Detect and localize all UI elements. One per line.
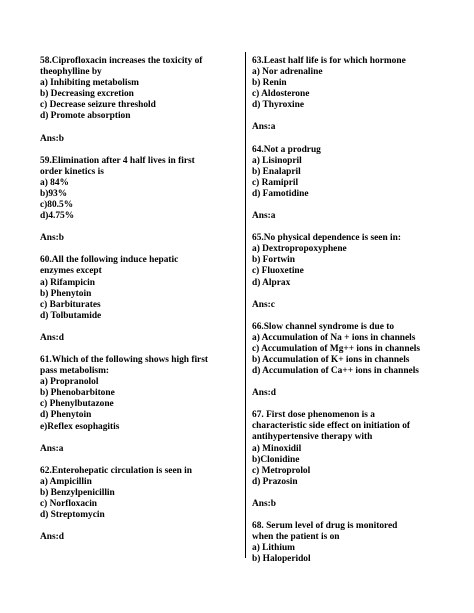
answer-option: c) Ramipril (252, 177, 299, 188)
answer-key: Ans:a (252, 211, 276, 222)
question-stem: pass metabolism: (40, 366, 110, 377)
question-stem: 58.Ciprofloxacin increases the toxicity of (40, 56, 203, 66)
question-block (252, 233, 452, 311)
answer-option: d) Thyroxine (252, 100, 305, 111)
answer-option: c)80.5% (40, 200, 74, 211)
question-stem: 65.No physical dependence is seen in: (252, 233, 401, 244)
question-gap (252, 510, 452, 521)
question-stem: 62.Enterohepatic circulation is seen in (40, 465, 192, 476)
answer-key: Ans:a (252, 122, 276, 133)
question-stem: when the patient is on (252, 532, 340, 543)
answer-option: a) Lisinopril (252, 155, 302, 166)
question-stem: 68. Serum level of drug is monitored (252, 521, 398, 531)
question-gap (40, 244, 230, 255)
answer-option: a) Inhibiting metabolism (40, 78, 139, 89)
question-gap (252, 222, 452, 233)
answer-option: d) Famotidine (252, 188, 309, 199)
answer-option: a) 84% (40, 177, 69, 188)
answer-key: Ans:d (40, 332, 64, 343)
answer-option: b) Benzylpenicillin (40, 487, 115, 498)
answer-key: Ans:d (40, 532, 64, 543)
answer-option: d) Alprax (252, 277, 291, 288)
answer-key: Ans:d (252, 388, 276, 399)
answer-option: b)Clonidine (252, 454, 300, 465)
question-stem: 64.Not a prodrug (252, 144, 321, 155)
answer-option: b) Renin (252, 78, 287, 89)
answer-option: c) Norfloxacin (40, 499, 98, 509)
answer-option: c) Accumulation of Mg++ ions in channels (252, 343, 420, 354)
answer-option: d) Accumulation of Ca++ ions in channels (252, 366, 419, 377)
answer-option: b) Haloperidol (252, 554, 311, 565)
answer-key: Ans:c (252, 299, 275, 310)
answer-option: d) Tolbutamide (40, 310, 102, 321)
answer-option: a) Accumulation of Na + ions in channels (252, 332, 416, 343)
answer-option: a) Nor adrenaline (252, 67, 323, 78)
answer-option: a) Rifampicin (40, 277, 95, 288)
answer-key: Ans:a (40, 443, 64, 454)
answer-option: c) Fluoxetine (252, 266, 304, 277)
answer-option: c) Metroprolol (252, 465, 311, 476)
answer-option: b) Decreasing excretion (40, 89, 134, 100)
answer-option: b) Accumulation of K+ ions in channels (252, 354, 410, 365)
answer-option: c) Phenylbutazone (40, 399, 114, 410)
question-gap (252, 311, 452, 322)
question-gap (40, 344, 230, 355)
right-column (252, 56, 452, 565)
question-gap (252, 399, 452, 410)
answer-option: a) Ampicillin (40, 476, 92, 487)
question-stem: 61.Which of the following shows high first (40, 354, 208, 365)
answer-option: c) Decrease seizure threshold (40, 100, 156, 111)
question-stem: 59.Elimination after 4 half lives in first (40, 155, 195, 166)
question-stem: 66.Slow channel syndrome is due to (252, 321, 395, 332)
question-block (252, 322, 452, 400)
question-stem: antihypertensive therapy with (252, 432, 373, 443)
answer-option: c) Aldosterone (252, 89, 310, 100)
answer-option: b) Phenytoin (40, 288, 92, 299)
question-stem: characteristic side effect on initiation of (252, 421, 411, 432)
answer-option: a) Dextropropoxyphene (252, 244, 347, 255)
question-stem: enzymes except (40, 266, 102, 277)
answer-key: Ans:b (252, 498, 276, 509)
answer-option: b)93% (40, 188, 68, 199)
answer-option: d)4.75% (40, 211, 75, 222)
answer-option: d) Prazosin (252, 476, 298, 487)
answer-option: a) Propranolol (40, 377, 99, 388)
question-block (252, 410, 452, 510)
answer-option: b) Phenobarbitone (40, 388, 115, 399)
question-stem: theophylline by (40, 67, 102, 78)
question-block (252, 56, 452, 134)
question-gap (40, 145, 230, 156)
question-stem: order kinetics is (40, 166, 104, 177)
answer-option: b) Enalapril (252, 166, 301, 177)
question-gap (40, 455, 230, 466)
answer-key: Ans:b (40, 133, 64, 144)
column-divider (245, 52, 246, 558)
answer-option: d) Phenytoin (40, 410, 92, 421)
question-block (252, 145, 452, 223)
question-block (40, 355, 230, 455)
question-stem: 67. First dose phenomenon is a (252, 410, 375, 421)
answer-option: a) Minoxidil (252, 443, 302, 454)
question-block (40, 156, 230, 245)
answer-option: c) Barbiturates (40, 299, 101, 310)
answer-option: e)Reflex esophagitis (40, 421, 120, 432)
answer-option: a) Lithium (252, 543, 295, 554)
question-gap (252, 134, 452, 145)
left-column (40, 56, 230, 543)
question-block (40, 255, 230, 344)
question-stem: 63.Least half life is for which hormone (252, 56, 406, 66)
answer-option: d) Streptomycin (40, 510, 105, 521)
answer-key: Ans:b (40, 233, 64, 244)
question-block (40, 56, 230, 145)
question-block (40, 466, 230, 544)
question-block (252, 521, 452, 565)
answer-option: d) Promote absorption (40, 111, 131, 122)
question-stem: 60.All the following induce hepatic (40, 255, 179, 266)
answer-option: b) Fortwin (252, 255, 295, 266)
